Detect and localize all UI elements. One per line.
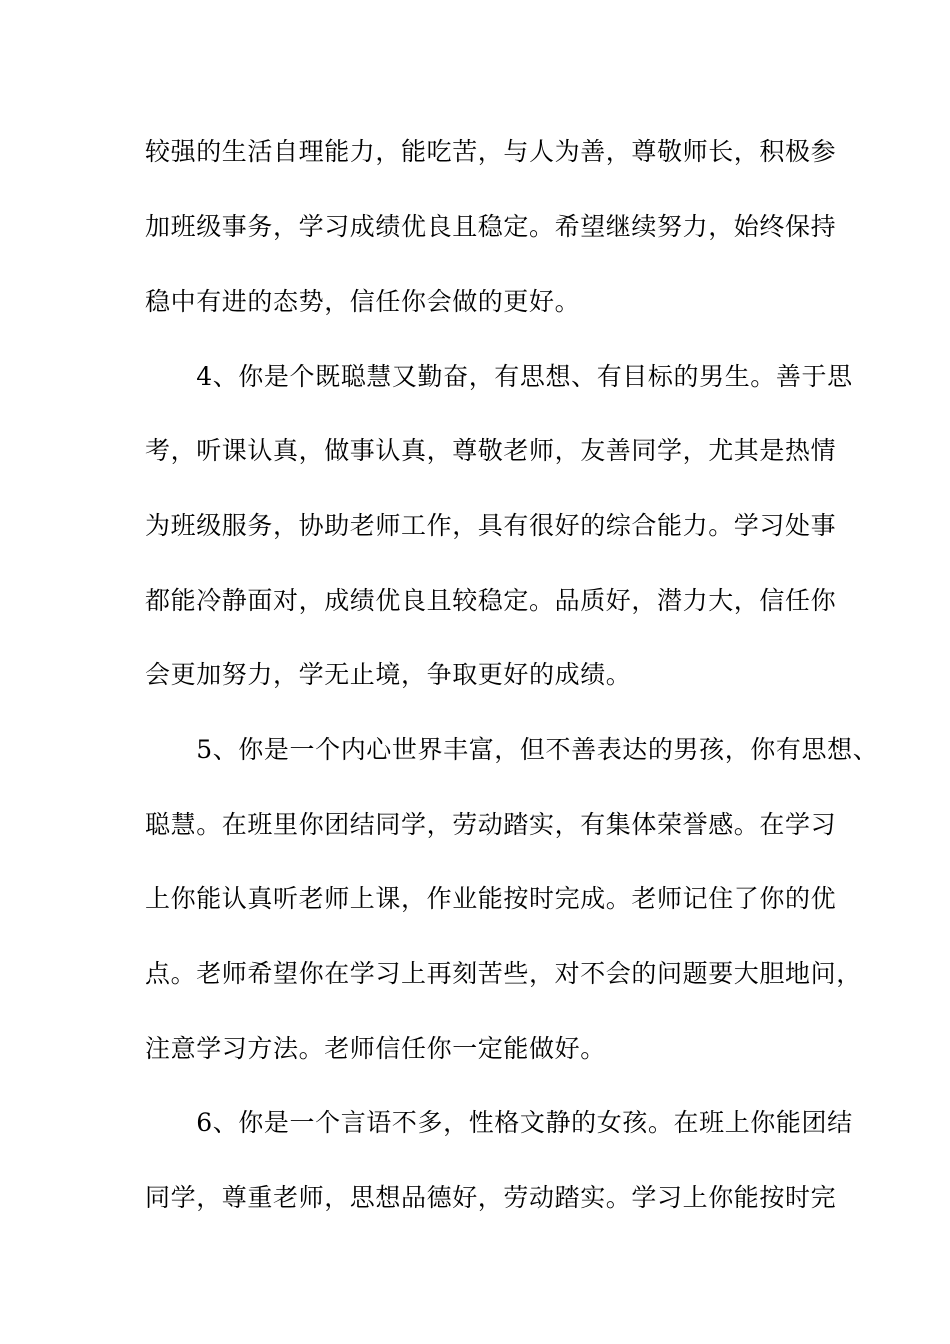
text-line: 点。老师希望你在学习上再刻苦些，对不会的问题要大胆地问， [145,959,862,988]
text-line: 4、你是个既聪慧又勤奋，有思想、有目标的男生。善于思 [145,362,853,391]
text-line: 考，听课认真，做事认真，尊敬老师，友善同学，尤其是热情 [145,436,837,465]
text-line: 为班级服务，协助老师工作，具有很好的综合能力。学习处事 [145,511,837,540]
text-line: 较强的生活自理能力，能吃苦，与人为善，尊敬师长，积极参 [145,137,837,166]
text-line: 聪慧。在班里你团结同学，劳动踏实，有集体荣誉感。在学习 [145,810,837,839]
text-line: 会更加努力，学无止境，争取更好的成绩。 [145,660,632,689]
text-line: 同学，尊重老师，思想品德好，劳动踏实。学习上你能按时完 [145,1183,837,1212]
text-line: 都能冷静面对，成绩优良且较稳定。品质好，潜力大，信任你 [145,586,837,615]
text-line: 注意学习方法。老师信任你一定能做好。 [145,1034,606,1063]
text-line: 加班级事务，学习成绩优良且稳定。希望继续努力，始终保持 [145,212,837,241]
text-line: 稳中有进的态势，信任你会做的更好。 [145,287,581,316]
text-line: 上你能认真听老师上课，作业能按时完成。老师记住了你的优 [145,884,837,913]
text-line: 5、你是一个内心世界丰富，但不善表达的男孩，你有思想、 [145,735,879,764]
text-line: 6、你是一个言语不多，性格文静的女孩。在班上你能团结 [145,1108,853,1137]
